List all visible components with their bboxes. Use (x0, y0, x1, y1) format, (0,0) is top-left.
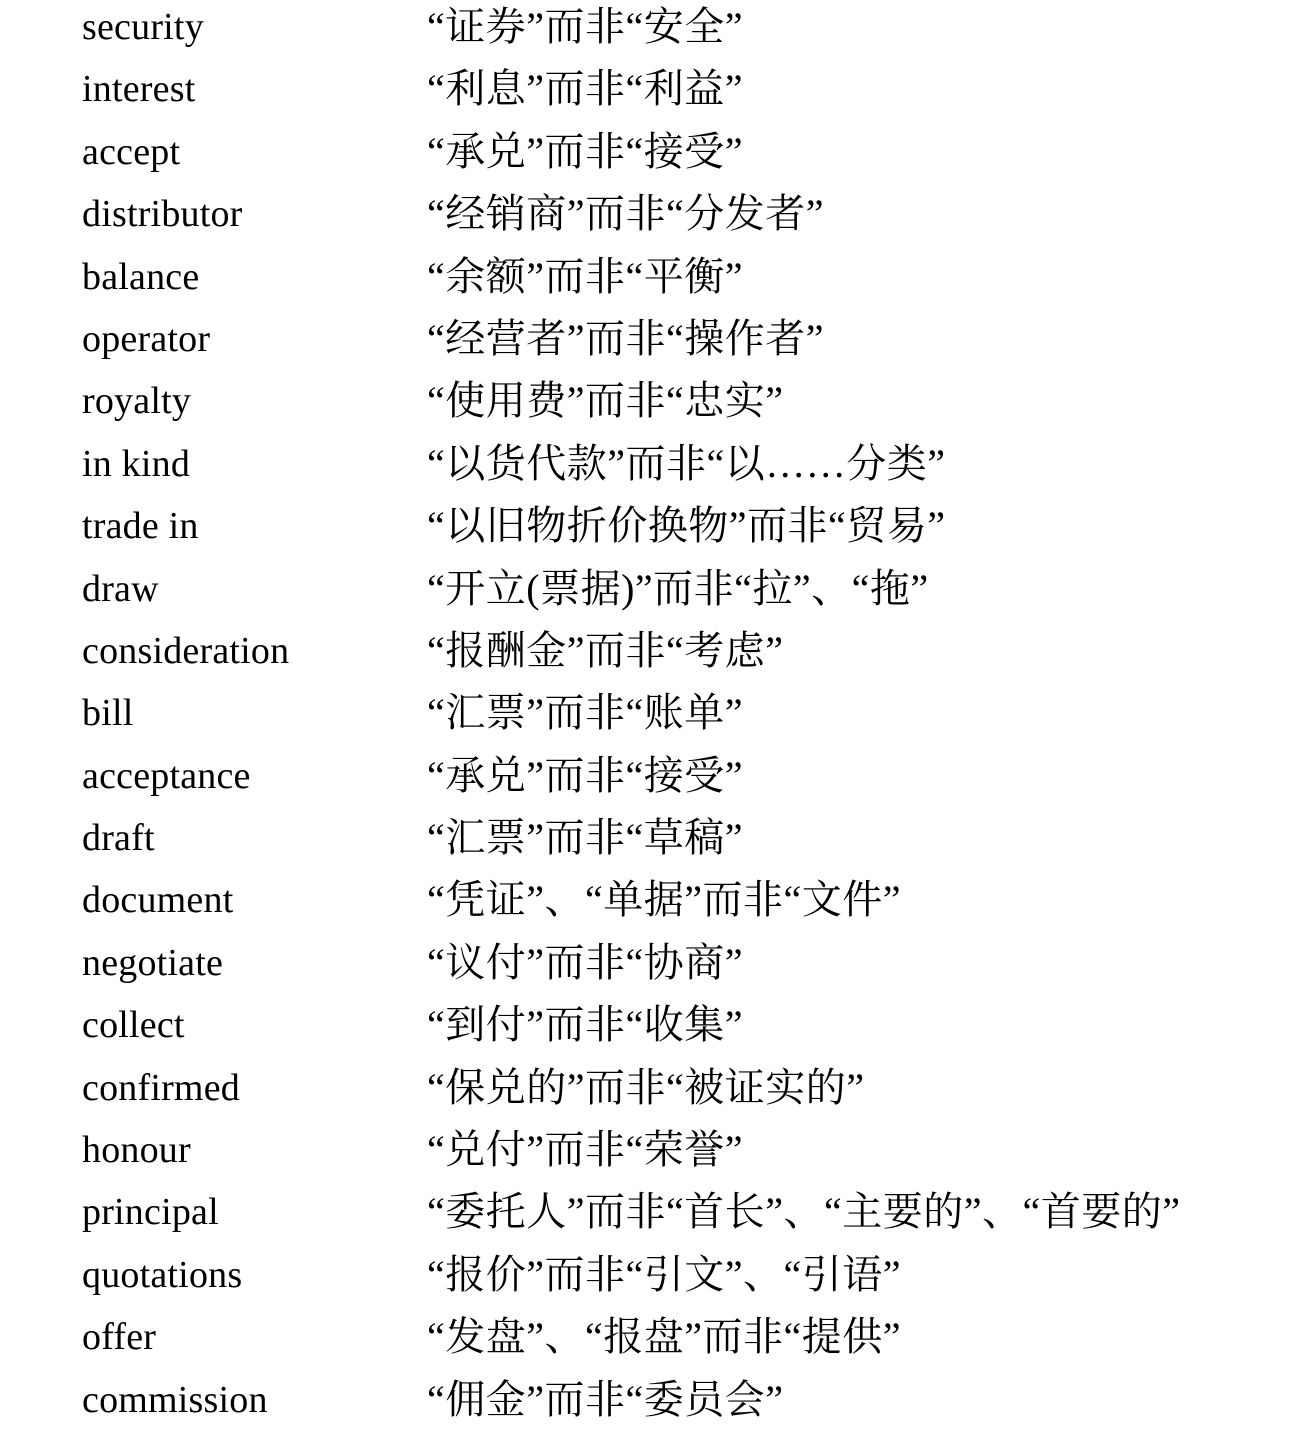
term-english: operator (82, 317, 211, 360)
term-row (0, 189, 1305, 251)
term-chinese: “以货代款”而非“以……分类” (427, 440, 946, 486)
term-row (0, 314, 1305, 376)
term-english: draft (82, 817, 155, 860)
term-chinese: “经营者”而非“操作者” (427, 315, 825, 361)
term-english: security (82, 6, 204, 48)
term-chinese: “报酬金”而非“考虑” (427, 627, 784, 673)
term-row (0, 1312, 1305, 1374)
term-english: honour (82, 1129, 191, 1172)
term-english: commission (82, 1378, 268, 1421)
term-row (0, 688, 1305, 750)
term-row (0, 626, 1305, 688)
term-english: draw (82, 567, 159, 610)
term-chinese: “以旧物折价换物”而非“贸易” (427, 503, 946, 549)
term-english: collect (82, 1004, 185, 1047)
term-chinese: “经销商”而非“分发者” (427, 191, 825, 237)
term-chinese: “委托人”而非“首长”、“主要的”、“首要的” (427, 1189, 1181, 1235)
term-english: distributor (82, 193, 243, 236)
term-row (0, 439, 1305, 501)
term-row (0, 751, 1305, 813)
term-english: royalty (82, 380, 192, 423)
term-english: confirmed (82, 1066, 240, 1109)
term-chinese: “发盘”、“报盘”而非“提供” (427, 1314, 902, 1360)
term-english: principal (82, 1191, 219, 1234)
term-english: document (82, 879, 234, 922)
term-chinese: “佣金”而非“委员会” (427, 1376, 784, 1422)
term-english: negotiate (82, 941, 224, 984)
term-english: quotations (82, 1253, 243, 1296)
term-english: balance (82, 255, 200, 298)
term-chinese: “凭证”、“单据”而非“文件” (427, 877, 902, 923)
term-english: acceptance (82, 754, 251, 797)
term-chinese: “开立(票据)”而非“拉”、“拖” (427, 565, 929, 611)
term-english: offer (82, 1316, 157, 1359)
term-english: accept (82, 130, 181, 173)
term-row (0, 875, 1305, 937)
term-row (0, 813, 1305, 875)
term-chinese: “到付”而非“收集” (427, 1002, 744, 1048)
term-row (0, 64, 1305, 126)
term-row (0, 1250, 1305, 1312)
term-chinese: “使用费”而非“忠实” (427, 378, 784, 424)
term-row (0, 1125, 1305, 1187)
term-chinese: “承兑”而非“接受” (427, 752, 744, 798)
term-row (0, 376, 1305, 438)
term-row (0, 127, 1305, 189)
term-chinese: “利息”而非“利益” (427, 66, 744, 112)
term-chinese: “汇票”而非“账单” (427, 690, 744, 736)
term-row (0, 1375, 1305, 1437)
term-english: interest (82, 68, 196, 111)
term-chinese: “兑付”而非“荣誉” (427, 1127, 744, 1173)
term-chinese: “议付”而非“协商” (427, 939, 744, 985)
term-english: trade in (82, 505, 199, 548)
term-english: bill (82, 692, 134, 735)
term-row (0, 564, 1305, 626)
term-row (0, 1000, 1305, 1062)
term-chinese: “证券”而非“安全” (427, 4, 744, 49)
term-chinese: “余额”而非“平衡” (427, 253, 744, 299)
term-row (0, 252, 1305, 314)
term-chinese: “承兑”而非“接受” (427, 128, 744, 174)
term-row (0, 501, 1305, 563)
term-row (0, 938, 1305, 1000)
term-row (0, 1063, 1305, 1125)
term-chinese: “汇票”而非“草稿” (427, 815, 744, 861)
term-row (0, 1187, 1305, 1249)
term-row (0, 2, 1305, 64)
term-english: consideration (82, 629, 290, 672)
term-english: in kind (82, 442, 191, 485)
term-chinese: “保兑的”而非“被证实的” (427, 1064, 865, 1110)
term-chinese: “报价”而非“引文”、“引语” (427, 1251, 902, 1297)
